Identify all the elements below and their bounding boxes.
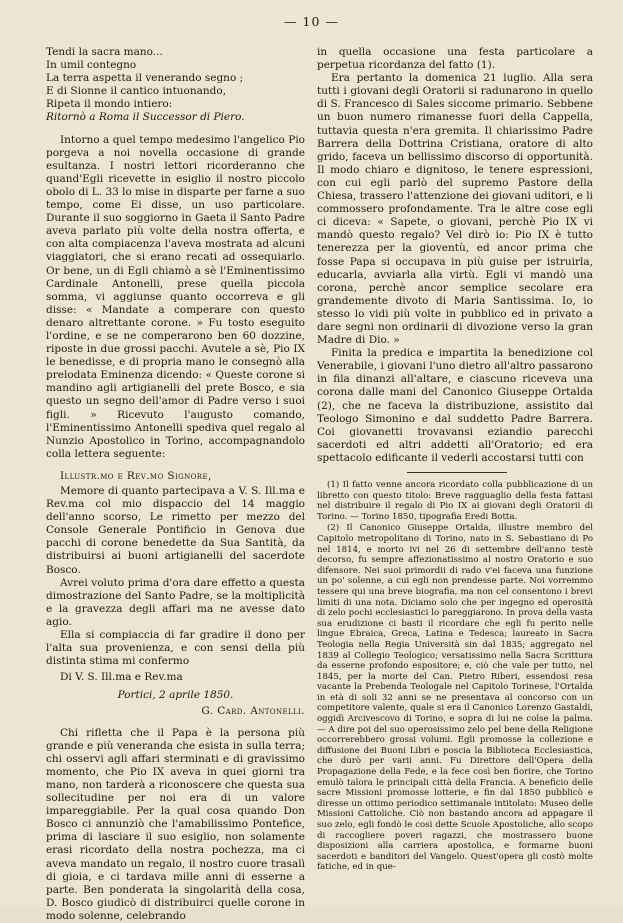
poem-line: Ritornò a Roma il Successor di Piero. [46,111,245,124]
letter-paragraph: Avrei voluto prima d'ora dare effetto a questa dimostrazione del Santo Padre, se la moltiplicità e la gravezza degli affari ma ne avesse dato agio. [46,576,305,628]
body-paragraph: Era pertanto la domenica 21 luglio. Alla sera tutti i giovani degli Oratorii si radunarono in quello di S. Francesco di Sales siccome primario. Sebbene un buon numero rimanesse fuori della Cappella, tuttavia questa n'era gremita. Il chiarissimo Padre Barrera della Dottrina Cristiana, oratore di alto grido, faceva un bellissimo discorso di opportunità. Il modo chiaro e dignitoso, le tenere espressioni, con cui egli parlò del supremo Pastore della Chiesa, trassero l'attenzione dei giovani uditori, e li commossero profondamente. Tra le altre cose egli ci diceva: « Sapete, o giovani, perchè Pio IX vi mandò questo regalo? Vel dirò io: Pio IX è tutto tenerezza per la gioventù, ed ancor prima che fosse Papa si occupava in più guise per istruirla, educarla, avviarla alla virtù. Egli vi mandò una corona, perchè ancor semplice secolare era grandemente divoto di Maria Santissima. Io, io stesso lo vidi più volte in pubblico ed in privato a dare segni non ordinarii di divozione verso la gran Madre di Dio. » [317,72,593,347]
body-paragraph: Finita la predica e impartita la benedizione col Venerabile, i giovani l'uno dietro all'altro passarono in fila dinanzi all'altare, e ciascuno riceveva una corona dalle mani del Canonico Giuseppe Ortalda (2), che ne faceva la distribuzione, assistito dal Teologo Simonino e dal suddetto Padre Barrera. Coi giovanetti trovavansi eziandio parecchi sacerdoti ed altri addetti all'Oratorio; ed era spettacolo edificante il vederli accostarsi tutti con [317,347,593,464]
footnote: (1) Il fatto venne ancora ricordato colla pubblicazione di un libretto con questo titolo: Breve ragguaglio della festa fattasi nel distribuire il regalo di Pio IX ai giovani degli Oratorii di Torino. — Torino 1850, tipografia Eredi Botta. [317,480,593,522]
poem-line: Ripeta il mondo intiero: [46,98,173,111]
body-paragraph: in quella occasione una festa particolare a perpetua ricordanza del fatto (1). [317,46,593,72]
letter-paragraph: Memore di quanto partecipava a V. S. Ill.ma e Rev.ma col mio dispaccio del 14 maggio dell'anno scorso, Le rimetto per mezzo del Console Generale Pontificio in Genova due pacchi di corone benedette da Sua Santità, da distribuirsi ai buoni artigianelli del sacerdote Bosco. [46,485,305,576]
letter-paragraph: Ella si compiaccia di far gradire il dono per l'alta sua provenienza, e con sensi della più distinta stima mi confermo [46,629,305,668]
letter-place-date: Portici, 2 aprile 1850. [117,689,234,702]
footnote: (2) Il Canonico Giuseppe Ortalda, illustre membro del Capitolo metropolitano di Torino, nato in S. Sebastiano di Po nel 1814, e morto ivi nel 26 di settembre dell'anno testè decorso, fu sempre affezionatissimo al nostro Oratorio e suo difensore. Nei suoi primordii di rado v'ei faceva una funzione un po' solenne, a cui egli non prendesse parte. Noi vorremmo tessere qui una breve biografia, ma non cel consentono i brevi limiti di una nota. Diciamo solo che per ingegno ed operosità di zelo pochi ecclesiastici lo pareggiarono. In prova della vasta sua erudizione ci basti il ricordare che egli fu perito nelle lingue Ebraica, Greca, Latina e Tedesca; laureato in Sacra Teologia nella Regia Università sin dal 1835; aggregato nel 1839 al Collegio Teologico; versatissimo nella Sacra Scrittura da esserne profondo espositore; e, ciò che vale per tutto, nel 1845, per la morte del Can. Pietro Riberi, essendosi resa vacante la Prebenda Teologale nel Capitolo Torinese, l'Ortalda in età di soli 32 anni se ne presentava al concorso con un competitore valente, quale si era il Canonico Lorenzo Gastaldi, oggidì Arcivescovo di Torino, e sopra di lui ne colse la palma. — A dire poi del suo operosissimo zelo pel bene della Religione occorrerebbero grossi volumi. Egli promosse la collezione e diffusione dei Buoni Libri e poscia la Biblioteca Ecclesiastica, che durò per varii anni. Fu Direttore dell'Opera della Propagazione della Fede, e la fece così ben fiorire, che Torino emulò talora le principali città della Francia. A beneficio delle sacre Missioni promosse lotterie, e fin dal 1850 pubblicò e diresse un ottimo periodico settimanale intitolato: Museo delle Missioni Cattoliche. Ciò non bastando ancora ad appagare il suo zelo, egli fondò le così dette Scuole Apostoliche, allo scopo di raccogliere poveri ragazzi, che mostrassero buone disposizioni alla carriera apostolica, e formarne buoni sacerdoti e banditori del Vangelo. Quest'opera gli costò molte fatiche, ed in que- [317,523,593,873]
left-column [46,46,305,923]
poem-line: Tendi la sacra mano... [46,46,163,58]
letter-signature: G. Card. Antonelli. [201,704,305,717]
poem-verse [46,46,305,125]
letter-salutation: Illustr.mo e Rev.mo Signore, [60,469,212,482]
poem-line: La terra aspetta il venerando segno ; [46,72,244,85]
right-column [317,46,593,874]
letter-closing: Di V. S. Ill.ma e Rev.ma [60,671,183,684]
body-paragraph: Chi rifletta che il Papa è la persona più grande e più veneranda che esista in sulla terra; chi osservi agli affari sterminati e di gravissimo momento, che Pio IX aveva in quei giorni tra mano, non tarderà a riconoscere che questa sua sollecitudine per noi era di un valore impareggiabile. Per la qual cosa quando Don Bosco ci annunziò che l'amabilissimo Pontefice, prima di lasciare il suo esiglio, non solamente erasi ricordato della nostra pochezza, ma ci aveva mandato un regalo, il nostro cuore trasalì di gioia, e ci tardava mille anni di esserne a parte. Ben ponderata la singolarità della cosa, D. Bosco giudicò di distribuirci quelle corone in modo solenne, celebrando [46,726,305,922]
poem-line: In umil contegno [46,59,137,72]
page-number: — 10 — [284,14,339,29]
body-paragraph: Intorno a quel tempo medesimo l'angelico Pio porgeva a noi novella occasione di grande esultanza. I nostri lettori ricorderanno che quand'Egli ricevette in esiglio il nostro piccolo obolo di L. 33 lo mise in disparte per farne a suo tempo, come Ei disse, un uso particolare. Durante il suo soggiorno in Gaeta il Santo Padre aveva parlato più volte della nostra offerta, e con alta compiacenza l'aveva mostrata ad alcuni viaggiatori, che si erano recati ad ossequiarlo. Or bene, un di Egli chiamò a sè l'Eminentissimo Cardinale Antonelli, prese quella piccola somma, vi aggiunse quanto occorreva e gli disse: « Mandate a comperare con questo denaro altrettante corone. » Fu tosto eseguito l'ordine, e se ne comperarono ben 60 dozzine, riposte in due grossi pacchi. Avutele a sè, Pio IX le benedisse, e di propria mano le consegnò alla prelodata Eminenza dicendo: « Queste corone si mandino agli artigianelli del prete Bosco, e sia questo un segno dell'amor di Padre verso i suoi figli. » Ricevuto l'augusto comando, l'Eminentissimo Antonelli spediva quel regalo al Nunzio Apostolico in Torino, accompagnandolo colla lettera seguente: [46,133,305,460]
footnotes [317,480,593,873]
footnote-divider [407,472,507,473]
poem-line: E di Sionne il cantico intuonando, [46,85,227,98]
